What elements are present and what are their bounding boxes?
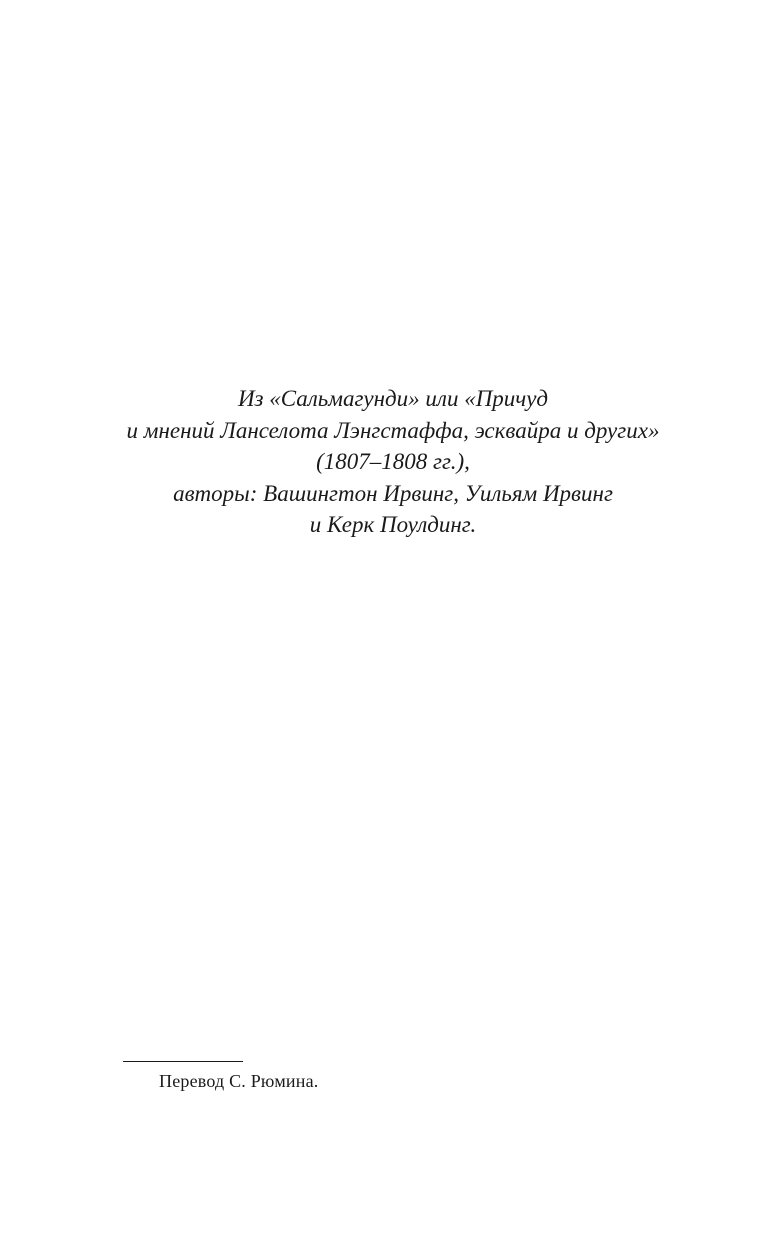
epigraph-line: авторы: Вашингтон Ирвинг, Уильям Ирвинг xyxy=(173,480,613,506)
footnote-text: Перевод С. Рюмина. xyxy=(159,1071,319,1091)
epigraph xyxy=(0,383,768,541)
epigraph-line: и Керк Поулдинг. xyxy=(309,512,477,537)
epigraph-line: (1807–1808 гг.), xyxy=(316,449,470,474)
epigraph-line: и мнений Ланселота Лэнгстаффа, эсквайра и других» xyxy=(126,417,660,443)
epigraph-line: Из «Сальмагунди» или «Причуд xyxy=(237,386,549,411)
footnote-divider xyxy=(123,1061,243,1062)
